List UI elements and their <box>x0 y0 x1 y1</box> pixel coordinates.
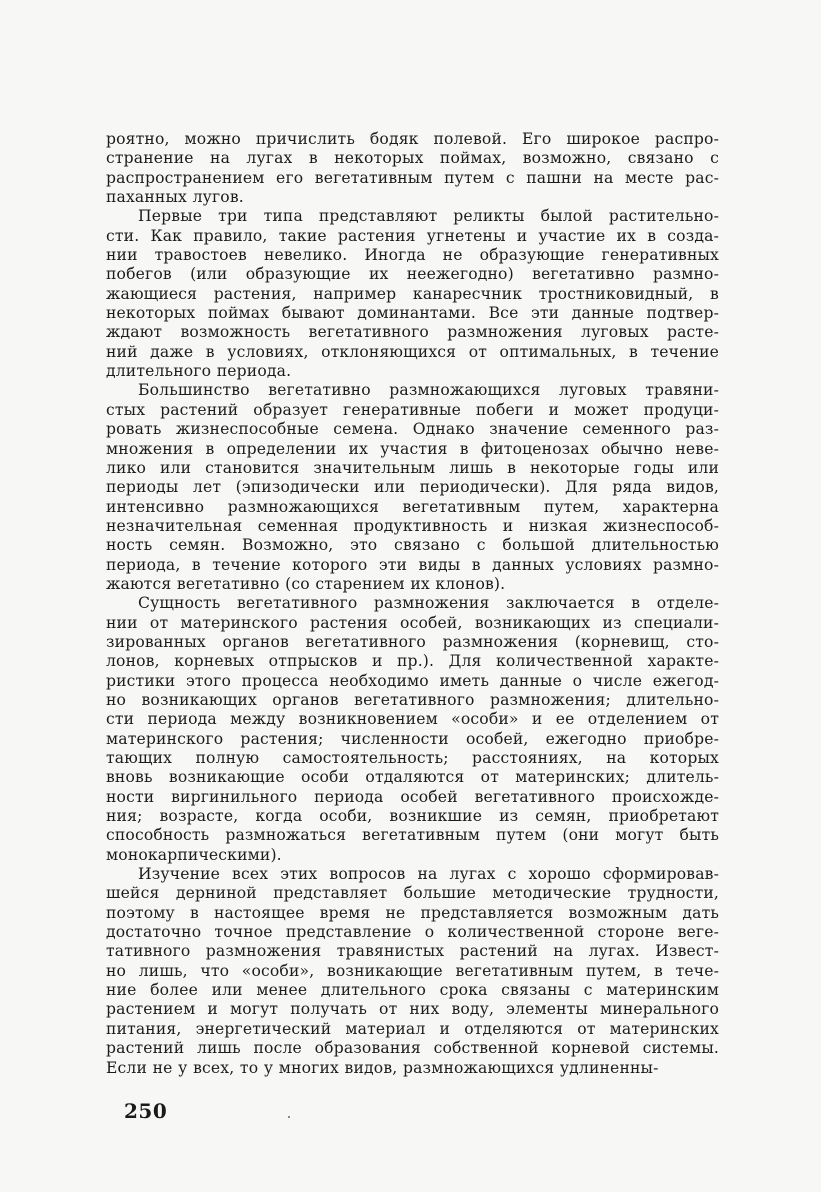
text-line: незначительная семенная продуктивность и низкая жизнеспособ- <box>106 516 719 535</box>
text-line: но лишь, что «особи», возникающие вегетативным путем, в тече- <box>106 961 719 980</box>
text-line: Если не у всех, то у многих видов, размножающихся удлиненны- <box>106 1058 659 1077</box>
text-line: ности виргинильного периода особей вегетативного происхожде- <box>106 787 719 806</box>
text-line: растением и могут получать от них воду, элементы минерального <box>106 1000 719 1019</box>
page-number: 250 <box>124 1099 168 1123</box>
text-line: ристики этого процесса необходимо иметь данные о числе ежегод- <box>106 671 719 690</box>
text-line: распространением его вегетативным путем с пашни на месте рас- <box>106 168 719 187</box>
text-line: периоды лет (эпизодически или периодически). Для ряда видов, <box>106 478 719 497</box>
text-line: периода, в течение которого эти виды в данных условиях размно- <box>106 555 719 574</box>
text-line: тативного размножения травянистых растений на лугах. Извест- <box>106 942 719 961</box>
text-line: нии травостоев невелико. Иногда не образующие генеративных <box>106 246 719 265</box>
paragraph-0 <box>106 130 719 207</box>
text-line: вновь возникающие особи отдаляются от материнских; длитель- <box>106 768 719 787</box>
text-line: поэтому в настоящее время не представляется возможным дать <box>106 903 719 922</box>
text-line: способность размножаться вегетативным путем (они могут быть <box>106 826 719 845</box>
text-line: ровать жизнеспособные семена. Однако значение семенного раз- <box>106 420 719 439</box>
text-line: нии от материнского растения особей, возникающих из специали- <box>106 613 719 632</box>
text-line: монокарпическими). <box>106 845 282 864</box>
text-line: тающих полную самостоятельность; расстояниях, на которых <box>106 749 719 767</box>
text-line: питания, энергетический материал и отделяются от материнских <box>106 1019 719 1038</box>
text-line: ждают возможность вегетативного размножения луговых расте- <box>106 323 719 342</box>
text-line: жающиеся растения, например канаресчник тростниковидный, в <box>106 284 719 303</box>
text-line: побегов (или образующие их неежегодно) вегетативно размно- <box>106 265 719 284</box>
text-line: шейся дерниной представляет большие методические трудности, <box>106 884 719 903</box>
text-line: растений лишь после образования собственной корневой системы. <box>106 1039 719 1058</box>
text-line: сти. Как правило, такие растения угнетены и участие их в созда- <box>106 226 719 245</box>
text-line: Изучение всех этих вопросов на лугах с хорошо сформировав- <box>138 865 719 884</box>
text-line: ния; возрасте, когда особи, возникшие из семян, приобретают <box>106 807 719 826</box>
text-line: достаточно точное представление о количественной стороне веге- <box>106 923 719 942</box>
paragraph-2 <box>106 381 719 594</box>
text-line: Первые три типа представляют реликты былой растительно- <box>138 207 719 226</box>
text-line: некоторых поймах бывают доминантами. Все эти данные подтвер- <box>106 304 719 323</box>
text-line: Большинство вегетативно размножающихся луговых травяни- <box>138 381 719 400</box>
paragraph-1 <box>106 207 719 381</box>
text-line: лонов, корневых отпрысков и пр.). Для количественной характе- <box>106 652 719 671</box>
paragraph-4 <box>106 865 719 1078</box>
text-line: паханных лугов. <box>106 188 244 207</box>
print-speck <box>288 1116 290 1118</box>
text-line: ность семян. Возможно, это связано с большой длительностью <box>106 536 719 555</box>
text-line: жаются вегетативно (со старением их клонов). <box>106 574 506 593</box>
text-line: материнского растения; численности особей, ежегодно приобре- <box>106 729 719 748</box>
text-line: ний даже в условиях, отклоняющихся от оптимальных, в течение <box>106 342 719 361</box>
text-line: множения в определении их участия в фитоценозах обычно неве- <box>106 439 719 458</box>
text-line: лико или становится значительным лишь в некоторые годы или <box>106 458 719 477</box>
text-line: роятно, можно причислить бодяк полевой. Его широкое распро- <box>106 130 719 148</box>
text-line: стых растений образует генеративные побеги и может продуци- <box>106 400 719 419</box>
text-line: длительного периода. <box>106 362 292 381</box>
paragraph-3 <box>106 594 719 865</box>
text-line: зированных органов вегетативного размножения (корневищ, сто- <box>106 632 719 651</box>
text-line: ние более или менее длительного срока связаны с материнским <box>106 981 719 1000</box>
text-line: Сущность вегетативного размножения заключается в отделе- <box>138 594 719 613</box>
text-line: сти периода между возникновением «особи» и ее отделением от <box>106 710 719 729</box>
text-line: странение на лугах в некоторых поймах, возможно, связано с <box>106 149 719 168</box>
text-line: интенсивно размножающихся вегетативным путем, характерна <box>106 497 719 516</box>
body-text <box>106 130 719 1078</box>
text-line: но возникающих органов вегетативного размножения; длительно- <box>106 690 719 709</box>
